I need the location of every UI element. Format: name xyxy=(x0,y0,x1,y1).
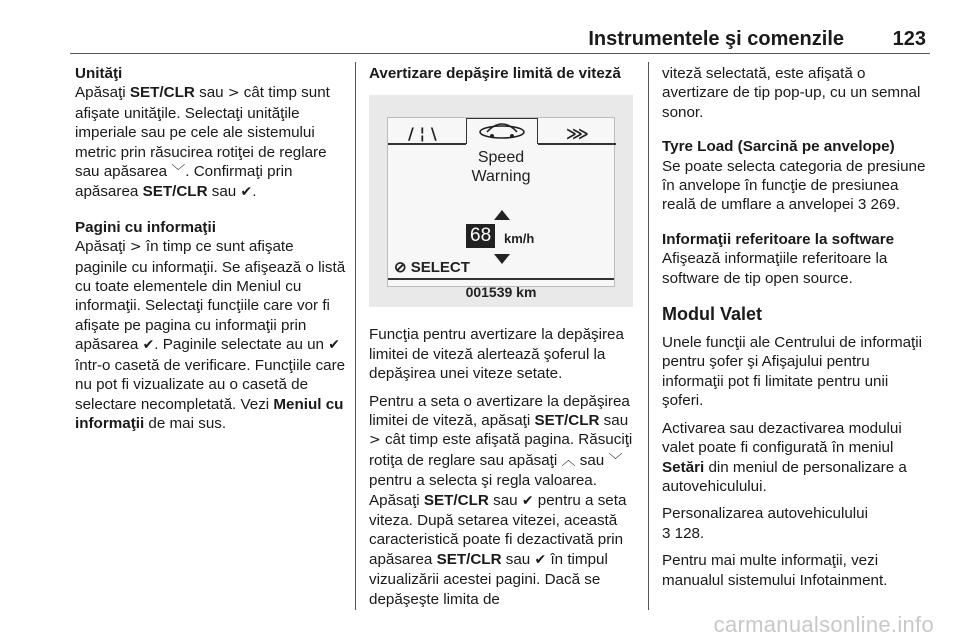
units-text: sau xyxy=(207,183,241,201)
arrow-down-icon xyxy=(494,254,510,264)
header-title: Instrumentele şi comenzile xyxy=(588,28,844,50)
chevron-up-icon: ︿ xyxy=(561,452,576,469)
valet-p4: Pentru mai multe informaţii, vezi manualul sistemului Infotainment. xyxy=(662,552,888,589)
tyre-load-heading: Tyre Load (Sarcină pe anvelope) xyxy=(662,138,895,156)
units-section xyxy=(75,64,347,203)
fast-forward-icon: ⋙ xyxy=(566,124,589,144)
tab-underline xyxy=(388,143,466,145)
valet-text: Personalizarea autovehiculului xyxy=(662,505,869,523)
column-divider-2 xyxy=(648,62,649,610)
instr-text: cât timp este afişată pagina. Răsuciţi rotiţa de reglare sau apăsaţi xyxy=(369,431,633,469)
chevron-right-icon: > xyxy=(369,432,381,449)
column-3 xyxy=(662,64,930,598)
chevron-down-icon: ﹀ xyxy=(608,452,623,469)
speed-warning-intro: Funcţia pentru avertizare la depăşirea limitei de viteză alertează şoferul la depăşirea unei viteze setate. xyxy=(369,326,624,383)
instr-text: sau xyxy=(599,412,629,430)
speed-value: 68 xyxy=(466,224,495,248)
header-rule xyxy=(70,53,930,54)
speed-warning-instructions xyxy=(369,392,633,609)
valet-p1: Unele funcţii ale Centrului de informaţii pentru şofer şi Afişajului pentru informaţii pot fi limitate pentru unii şoferi. xyxy=(662,334,923,410)
column-divider-1 xyxy=(355,62,356,610)
info-menu-reference: Meniul cu informaţii xyxy=(75,395,344,432)
speed-label: Speed xyxy=(477,149,525,167)
display-tabs xyxy=(388,118,614,144)
watermark: carmanualsonline.info xyxy=(713,612,934,637)
units-text: sau xyxy=(194,84,228,102)
info-text: în timp ce sunt afişate paginile cu informaţii. Se afişează o listă cu toate elementele din Meniul cu informaţii. Selectaţi funcţiile care vor fi afişate pe pagina cu informaţii prin apăsarea xyxy=(75,238,346,354)
tyre-load-section xyxy=(662,137,930,215)
warning-label: Warning xyxy=(471,168,531,186)
speed-warning-continued: viteză selectată, este afişată o avertizare de tip pop-up, cu un semnal sonor. xyxy=(662,65,921,121)
chevron-right-icon: > xyxy=(129,239,142,256)
info-text: într-o casetă de verificare. Funcţiile care nu pot fi vizualizate au o casetă de selectare necompletată. Vezi xyxy=(75,356,346,413)
units-heading: Unităţi xyxy=(75,65,123,82)
valet-text: din meniul de personalizare a autovehiculului. xyxy=(662,458,907,495)
road-lanes-icon: / ¦ \ xyxy=(408,124,437,144)
page-reference: 3 128. xyxy=(662,524,705,542)
valet-p3 xyxy=(662,504,930,543)
checkmark-icon: ✔ xyxy=(521,492,534,509)
chevron-down-icon: ﹀ xyxy=(171,164,186,181)
set-clr-key: SET/CLR xyxy=(142,183,208,201)
speed-warning-heading: Avertizare depăşire limită de viteză xyxy=(369,65,621,82)
valet-mode-title: Modul Valet xyxy=(662,304,763,325)
page-header xyxy=(70,22,930,54)
units-text: Apăsaţi xyxy=(75,84,130,102)
set-clr-key: SET/CLR xyxy=(436,550,502,568)
set-clr-key: SET/CLR xyxy=(423,491,489,509)
chevron-right-icon: > xyxy=(227,85,240,102)
column-1 xyxy=(75,64,347,448)
info-text: . Paginile selectate au un xyxy=(154,336,329,354)
software-info-heading: Informaţii referitoare la software xyxy=(662,230,895,248)
odometer-readout: 001539 km xyxy=(465,284,537,301)
settings-menu-name: Setări xyxy=(662,458,705,476)
column-2 xyxy=(369,64,633,617)
valet-p2 xyxy=(662,419,930,497)
cluster-display-figure xyxy=(369,95,633,307)
checkmark-icon: ✔ xyxy=(328,337,340,354)
units-text: cât timp sunt afişate unităţile. Selectaţi unităţile imperiale sau pe cele ale sistemului metric prin răsucirea rotiţei de reglare sau apăsarea xyxy=(75,84,330,181)
car-icon xyxy=(467,119,537,143)
checkmark-icon: ✔ xyxy=(240,184,253,201)
units-text: . xyxy=(252,183,257,201)
instr-text: sau xyxy=(501,550,535,568)
instr-text: pentru a selecta şi regla valoarea. Apăsaţi xyxy=(369,472,597,509)
select-label: ⊘ SELECT xyxy=(394,259,470,277)
software-info-section xyxy=(662,230,930,288)
valet-text: Activarea sau dezactivarea modului valet poate fi configurată în meniul xyxy=(662,419,902,457)
set-clr-key: SET/CLR xyxy=(534,412,600,430)
tyre-load-text: Se poate selecta categoria de presiune în anvelope în funcţie de presiunea reală de umflare a anvelopei xyxy=(662,157,926,214)
instr-text: Pentru a seta o avertizare la depăşirea limitei de viteză, apăsaţi xyxy=(369,392,630,430)
arrow-up-icon xyxy=(494,210,510,220)
instr-text: în timpul vizualizării acestei pagini. Dacă se depăşeşte limita de xyxy=(369,550,608,608)
display-divider xyxy=(388,278,614,280)
speed-unit: km/h xyxy=(504,231,535,247)
page-number: 123 xyxy=(892,28,926,50)
car-tab xyxy=(466,118,538,144)
info-text: Apăsaţi xyxy=(75,238,130,256)
set-clr-key: SET/CLR xyxy=(129,84,195,102)
units-text: . Confirmaţi prin apăsarea xyxy=(75,163,293,201)
instr-text: pentru a seta viteza. După setarea vitezei, această caracteristică poate fi dezactivată prin apăsarea xyxy=(369,491,627,568)
page-reference: 3 269. xyxy=(857,196,901,214)
instr-text: sau xyxy=(488,491,522,509)
checkmark-icon: ✔ xyxy=(142,337,155,354)
checkmark-icon: ✔ xyxy=(534,551,547,568)
display-screen xyxy=(387,117,615,301)
tab-underline xyxy=(538,143,616,145)
software-info-text: Afişează informaţiile referitoare la software de tip open source. xyxy=(662,250,888,287)
instr-text: sau xyxy=(575,451,609,469)
info-text: de mai sus. xyxy=(144,414,227,432)
info-pages-heading: Pagini cu informaţii xyxy=(75,218,216,236)
info-pages-section xyxy=(75,218,347,433)
